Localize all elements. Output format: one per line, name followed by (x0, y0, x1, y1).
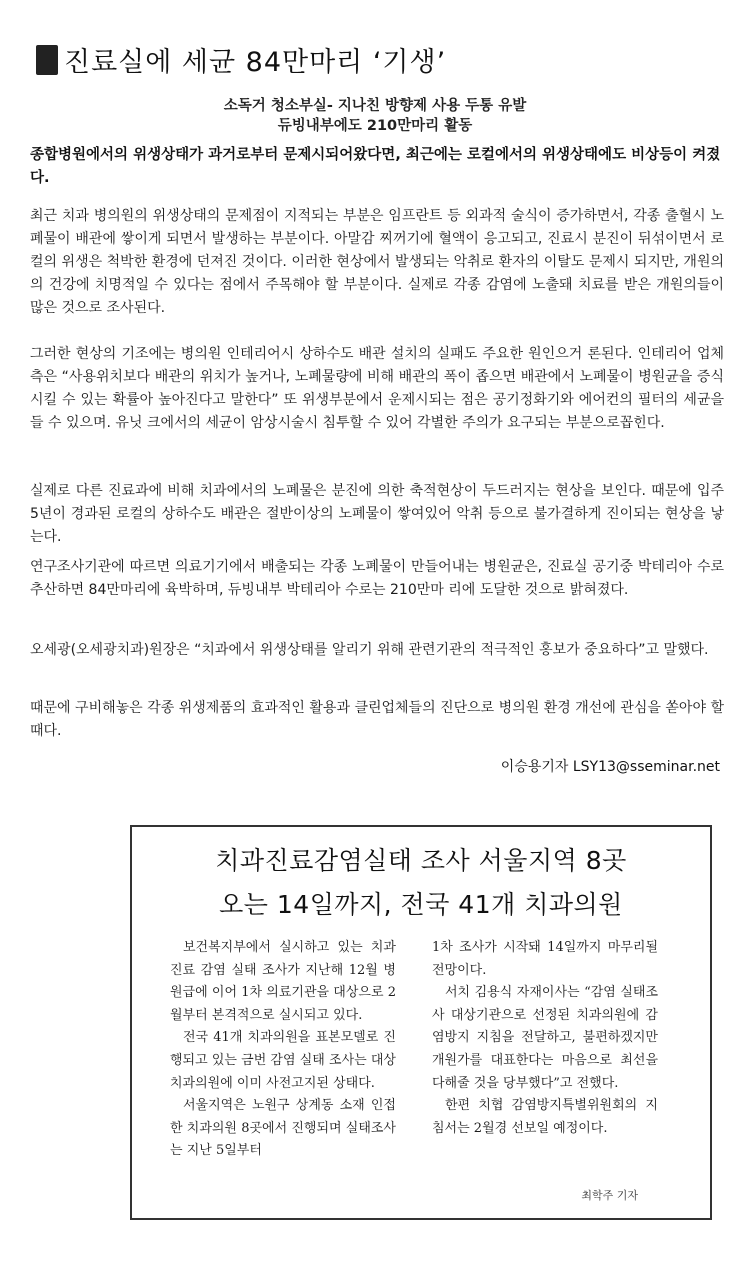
column-1-paragraph-3: 서울지역은 노원구 상계동 소재 인접한 치과의원 8곳에서 진행되며 실태조사는 지난 5일부터 (170, 1098, 396, 1159)
column-2-paragraph-3: 한편 치협 감염방지특별위원회의 지침서는 2월경 선보일 예정이다. (432, 1098, 658, 1136)
boxed-article-column-1 (170, 937, 396, 1163)
column-1-paragraph-1: 보건복지부에서 실시하고 있는 치과진료 감염 실태 조사가 지난해 12월 병원급에 이어 1차 의료기관을 대상으로 2월부터 본격적으로 실시되고 있다. (170, 940, 396, 1023)
column-1-paragraph-2: 전국 41개 치과의원을 표본모델로 진행되고 있는 금번 감염 실태 조사는 대상 치과의원에 이미 사전고지된 상태다. (170, 1030, 396, 1091)
body-paragraph-2: 그러한 현상의 기조에는 병의원 인테리어시 상하수도 배관 설치의 실패도 주요한 원인으거 론된다. 인테리어 업체측은 “사용위치보다 배관의 위치가 높거나, 노폐물량에 비해 배관의 폭이 좁으면 배관에서 노폐물이 병원균을 증식시킬 수 있는 확률아 높아진다고 말한다” 또 위생부분에서 운제시되는 점은 공기정화기와 에어컨의 필터의 세균을 들 수 있으며. 유닛 크에서의 세균이 암상시술시 침투할 수 있어 각별한 주의가 요구되는 부분으로꼽힌다. (30, 346, 724, 431)
article-lead: 종합병원에서의 위생상태가 과거로부터 문제시되어왔다면, 최근에는 로컬에서의 위생상태에도 비상등이 켜졌다. (30, 147, 721, 186)
column-2-paragraph-1: 1차 조사가 시작돼 14일까지 마무리될 전망이다. (432, 940, 658, 978)
boxed-article-column-2 (432, 937, 658, 1140)
article-subtitle-line-2: 듀빙내부에도 210만마리 활동 (277, 118, 473, 134)
body-paragraph-4: 연구조사기관에 따르면 의료기기에서 배출되는 각종 노폐물이 만들어내는 병원균은, 진료실 공기중 박테리아 수로 추산하면 84만마리에 육박하며, 듀빙내부 박테리아 수로는 210만마 리에 도달한 것으로 밝혀졌다. (30, 559, 724, 598)
boxed-article (130, 825, 712, 1220)
body-paragraph-3: 실제로 다른 진료과에 비해 치과에서의 노폐물은 분진에 의한 축적현상이 두드러지는 현상을 보인다. 때문에 입주 5년이 경과된 로컬의 상하수도 배관은 절반이상의 노폐물이 쌓여있어 악취 등으로 불가결하게 진이되는 현상을 낳는다. (30, 483, 724, 545)
body-paragraph-6: 때문에 구비해놓은 각종 위생제품의 효과적인 활용과 클린업체들의 진단으로 병의원 환경 개선에 관심을 쏟아야 할 때다. (30, 700, 724, 739)
headline-block-mark (36, 45, 58, 75)
boxed-article-subheadline: 오는 14일까지, 전국 41개 치과의원 (219, 890, 623, 919)
boxed-article-headline: 치과진료감염실태 조사 서울지역 8곳 (215, 846, 627, 875)
article-subtitle-line-1: 소독거 청소부실- 지나친 방향제 사용 두통 유발 (223, 98, 527, 114)
article-headline-text: 진료실에 세균 84만마리 ‘기생’ (64, 47, 447, 78)
body-paragraph-5: 오세광(오세광치과)원장은 “치과에서 위생상태를 알리기 위해 관련기관의 적극적인 홍보가 중요하다”고 말했다. (30, 642, 709, 658)
boxed-article-byline: 최학주 기자 (581, 1189, 638, 1202)
column-2-paragraph-2: 서치 김용식 자재이사는 “감염 실태조사 대상기관으로 선정된 치과의원에 감염방지 지침을 전달하고, 불편하겠지만 개원가를 대표한다는 마음으로 최선을 다해줄 것을 당부했다”고 전했다. (432, 985, 658, 1091)
article-byline: 이승용기자 LSY13@sseminar.net (500, 759, 720, 775)
article-headline (36, 40, 726, 79)
body-paragraph-1: 최근 치과 병의원의 위생상태의 문제점이 지적되는 부분은 임프란트 등 외과적 술식이 증가하면서, 각종 출혈시 노폐물이 배관에 쌓이게 되면서 발생하는 부분이다. 아말감 찌꺼기에 혈액이 응고되고, 진료시 분진이 뒤섞이면서 로컬의 위생은 척박한 환경에 던져진 것이다. 이러한 현상에서 발생되는 악취로 환자의 이탈도 문제시 되지만, 개원의의 건강에 치명적일 수 있다는 점에서 주목해야 할 부분이다. 실제로 각종 감염에 노출돼 치료를 받은 개원의들이 많은 것으로 조사된다. (30, 208, 724, 316)
